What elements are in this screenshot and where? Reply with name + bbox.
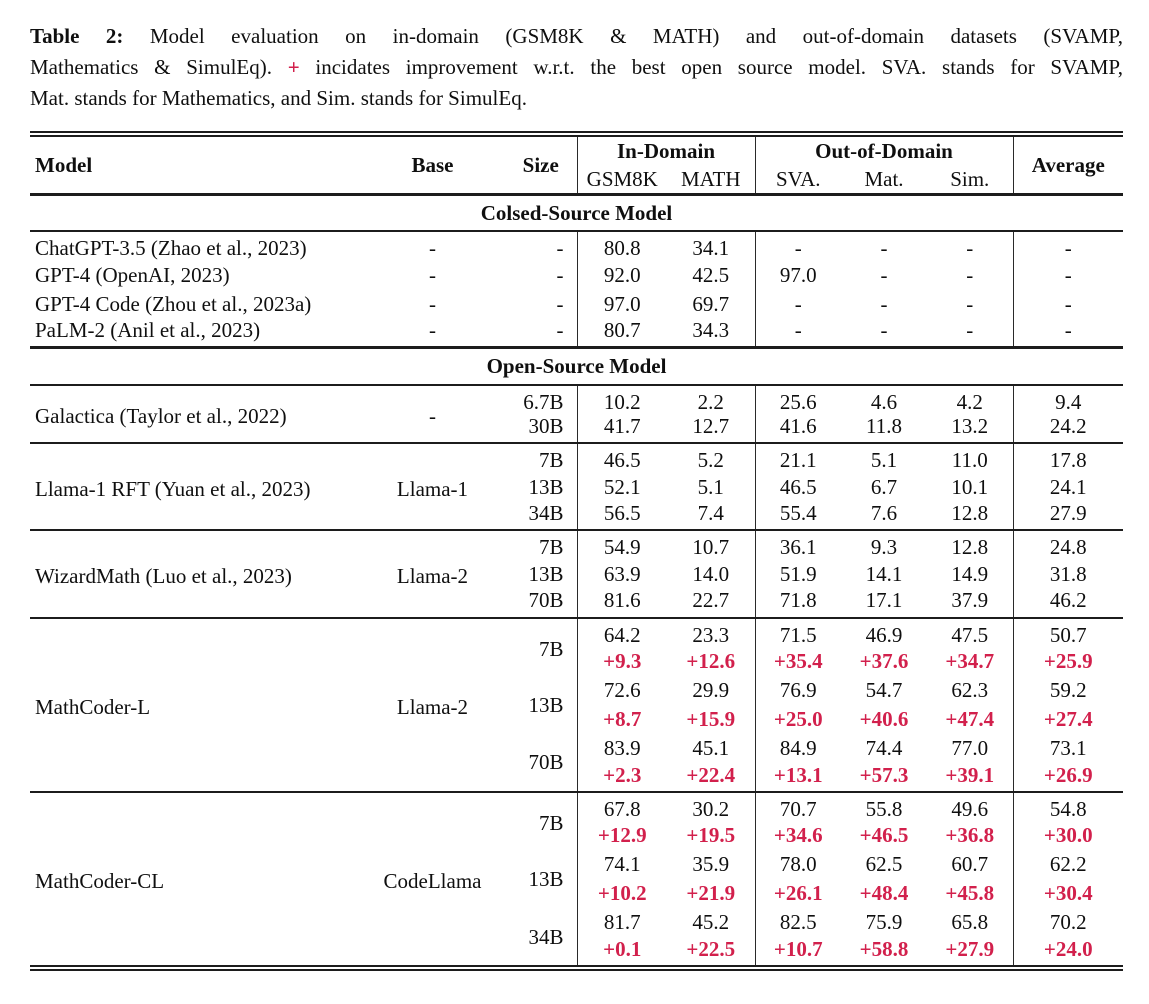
table-caption <box>30 21 1123 114</box>
section-row-closed-source <box>30 194 1123 231</box>
cell-sim: 62.3 <box>951 678 989 703</box>
cell-sva: 46.5 <box>755 472 841 501</box>
cell-mat: 14.1 <box>865 561 903 586</box>
cell-math: 29.9 <box>692 678 730 703</box>
cell-mat: 6.7 <box>870 474 898 499</box>
cell-math: 45.2 <box>692 910 730 935</box>
caption-line-2 <box>30 52 1123 83</box>
cell-sva: 36.1 <box>755 530 841 559</box>
result-row <box>30 530 1123 559</box>
cell-math: 14.0 <box>692 561 730 586</box>
cell-mat: - <box>880 236 888 260</box>
cell-model: PaLM-2 (Anil et al., 2023) <box>35 318 261 343</box>
cell-size: 13B <box>528 561 564 586</box>
cell-math: 45.1 <box>692 736 730 761</box>
cell-size: - <box>556 291 564 316</box>
cell-size: - <box>556 262 564 287</box>
cell-mat: 17.1 <box>865 588 903 613</box>
cell-average-delta: +24.0 <box>1013 937 1123 968</box>
cell-gsm8k: 80.7 <box>577 318 667 348</box>
cell-sva: 55.4 <box>755 501 841 530</box>
cell-gsm8k: 92.0 <box>577 260 667 289</box>
cell-average: 9.4 <box>1013 385 1123 414</box>
caption-line-1 <box>30 21 1123 52</box>
result-row <box>30 289 1123 318</box>
cell-sva: 25.6 <box>755 385 841 414</box>
cell-average: 62.2 <box>1013 850 1123 879</box>
cell-average: - <box>1013 289 1123 318</box>
cell-average-delta: +30.0 <box>1013 821 1123 850</box>
cell-model: GPT-4 (OpenAI, 2023) <box>35 262 230 287</box>
cell-math: 5.2 <box>667 443 755 472</box>
cell-sva: 97.0 <box>755 260 841 289</box>
cell-average: 24.2 <box>1013 414 1123 443</box>
cell-sva-delta: +34.6 <box>755 821 841 850</box>
cell-sva: 51.9 <box>755 559 841 588</box>
cell-math-delta: +22.4 <box>686 762 736 787</box>
col-header-base: Base <box>411 152 454 177</box>
cell-gsm8k: 81.6 <box>577 588 667 617</box>
cell-gsm8k-delta: +12.9 <box>577 821 667 850</box>
cell-sim: 12.8 <box>927 530 1013 559</box>
cell-sim: 14.9 <box>951 561 989 586</box>
cell-sim-delta: +27.9 <box>945 937 995 962</box>
cell-sim-delta: +45.8 <box>945 881 995 906</box>
cell-base: Llama-2 <box>360 618 505 792</box>
cell-sim-delta: +47.4 <box>945 707 995 732</box>
col-header-out-of-domain: Out-of-Domain <box>755 134 1013 165</box>
cell-model: MathCoder-CL <box>30 792 360 968</box>
cell-math: 5.1 <box>697 474 724 499</box>
cell-mat: - <box>880 318 888 343</box>
cell-math: 7.4 <box>697 501 724 526</box>
cell-math-delta: +15.9 <box>686 707 736 732</box>
caption-text-3: Mat. stands for Mathematics, and Sim. stands for SimulEq. <box>30 86 527 110</box>
cell-average: 59.2 <box>1013 676 1123 705</box>
col-header-average: Average <box>1013 134 1123 194</box>
cell-sva: - <box>755 289 841 318</box>
cell-base: Llama-2 <box>360 530 505 617</box>
cell-model: WizardMath (Luo et al., 2023) <box>30 530 360 617</box>
cell-sim: 47.5 <box>927 618 1013 647</box>
cell-model: ChatGPT-3.5 (Zhao et al., 2023) <box>35 236 307 260</box>
result-row <box>30 618 1123 647</box>
cell-model: Galactica (Taylor et al., 2022) <box>35 403 287 428</box>
cell-average-delta: +27.4 <box>1013 705 1123 734</box>
col-header-in-domain: In-Domain <box>577 134 755 165</box>
cell-sim: 11.0 <box>927 443 1013 472</box>
cell-sim: - <box>966 291 974 316</box>
col-header-sim: Sim. <box>950 166 990 191</box>
caption-text-2b: incidates improvement w.r.t. the best open source model. SVA. stands for SVAMP, <box>315 55 1124 79</box>
cell-gsm8k: 63.9 <box>577 559 667 588</box>
cell-mat: 75.9 <box>865 910 903 935</box>
cell-mat: 46.9 <box>841 618 927 647</box>
cell-sva: 76.9 <box>755 676 841 705</box>
cell-size: - <box>556 236 564 260</box>
cell-math: 35.9 <box>692 852 730 877</box>
cell-gsm8k: 83.9 <box>577 734 667 763</box>
caption-line-3 <box>30 83 1123 114</box>
cell-sim: - <box>966 236 974 260</box>
table-header <box>30 134 1123 194</box>
caption-text-1: Model evaluation on in-domain (GSM8K & MATH) and out-of-domain datasets (SVAMP, <box>149 24 1123 48</box>
cell-sim: 77.0 <box>951 736 989 761</box>
cell-size: - <box>556 318 564 343</box>
cell-sim: 49.6 <box>927 792 1013 821</box>
cell-sim-delta: +36.8 <box>945 823 995 848</box>
cell-gsm8k: 10.2 <box>577 385 667 414</box>
cell-mat-delta: +40.6 <box>859 707 909 732</box>
cell-gsm8k: 97.0 <box>577 289 667 318</box>
cell-mat: 55.8 <box>841 792 927 821</box>
cell-model: GPT-4 Code (Zhou et al., 2023a) <box>35 291 312 316</box>
cell-model: Llama-1 RFT (Yuan et al., 2023) <box>30 443 360 530</box>
cell-mat: 9.3 <box>841 530 927 559</box>
cell-sva: - <box>755 318 841 348</box>
cell-size: 7B <box>505 792 577 850</box>
cell-sva: 21.1 <box>755 443 841 472</box>
cell-math: 23.3 <box>667 618 755 647</box>
cell-sva: 71.5 <box>755 618 841 647</box>
cell-base: - <box>429 403 436 428</box>
cell-mat-delta: +37.6 <box>859 649 909 674</box>
cell-size: 7B <box>505 530 577 559</box>
cell-size: 13B <box>528 474 564 499</box>
cell-sva: 41.6 <box>755 414 841 443</box>
cell-gsm8k-delta: +10.2 <box>577 879 667 908</box>
cell-gsm8k-delta: +9.3 <box>577 647 667 676</box>
result-row <box>30 443 1123 472</box>
cell-math: 2.2 <box>697 389 724 414</box>
cell-average: 24.8 <box>1013 530 1123 559</box>
result-row <box>30 260 1123 289</box>
cell-math-delta: +22.5 <box>686 937 736 962</box>
cell-sva-delta: +13.1 <box>755 763 841 792</box>
cell-math: 42.5 <box>692 262 730 287</box>
cell-gsm8k: 80.8 <box>577 231 667 260</box>
cell-sva: 82.5 <box>755 908 841 937</box>
col-header-model: Model <box>35 152 93 177</box>
cell-mat: - <box>880 262 888 287</box>
cell-math: 30.2 <box>667 792 755 821</box>
cell-math: 34.1 <box>692 236 730 260</box>
cell-gsm8k: 64.2 <box>577 618 667 647</box>
cell-average: - <box>1013 231 1123 260</box>
cell-sva: 70.7 <box>755 792 841 821</box>
cell-sim: - <box>966 318 974 343</box>
cell-sva: 84.9 <box>755 734 841 763</box>
cell-gsm8k: 67.8 <box>577 792 667 821</box>
cell-sim-delta: +34.7 <box>945 649 995 674</box>
cell-math-delta: +12.6 <box>686 649 736 674</box>
cell-sva-delta: +35.4 <box>755 647 841 676</box>
cell-average: 54.8 <box>1013 792 1123 821</box>
col-header-gsm8k: GSM8K <box>577 165 667 194</box>
result-row <box>30 385 1123 414</box>
cell-mat: 62.5 <box>865 852 903 877</box>
cell-mat-delta: +57.3 <box>859 762 909 787</box>
cell-mat: 5.1 <box>841 443 927 472</box>
table-body <box>30 194 1123 968</box>
cell-gsm8k-delta: +2.3 <box>577 763 667 792</box>
cell-sim-delta: +39.1 <box>945 762 995 787</box>
cell-size: 7B <box>505 443 577 472</box>
cell-average: 46.2 <box>1013 588 1123 617</box>
cell-size: 34B <box>528 501 564 526</box>
col-header-mat: Mat. <box>864 166 904 191</box>
cell-size: 30B <box>528 413 564 438</box>
col-header-math: MATH <box>680 166 741 191</box>
caption-label: Table 2: <box>30 24 124 48</box>
cell-model: MathCoder-L <box>30 618 360 792</box>
col-header-sva: SVA. <box>755 165 841 194</box>
cell-sim: 13.2 <box>951 413 989 438</box>
cell-math: 69.7 <box>692 291 730 316</box>
results-table <box>30 131 1123 971</box>
cell-size: 70B <box>528 588 564 613</box>
cell-average: 24.1 <box>1013 472 1123 501</box>
cell-sim: 12.8 <box>951 501 989 526</box>
cell-mat-delta: +46.5 <box>859 823 909 848</box>
cell-mat: 7.6 <box>870 501 898 526</box>
plus-symbol: + <box>287 55 300 79</box>
cell-base: Llama-1 <box>360 443 505 530</box>
cell-gsm8k-delta: +0.1 <box>577 937 667 968</box>
cell-gsm8k: 41.7 <box>577 414 667 443</box>
cell-base: - <box>429 291 436 316</box>
section-row-open-source <box>30 348 1123 385</box>
cell-gsm8k: 56.5 <box>577 501 667 530</box>
cell-gsm8k: 46.5 <box>577 443 667 472</box>
cell-gsm8k: 52.1 <box>577 472 667 501</box>
cell-mat: 4.6 <box>870 389 898 414</box>
cell-math-delta: +21.9 <box>686 881 736 906</box>
cell-sva-delta: +10.7 <box>755 937 841 968</box>
result-row <box>30 318 1123 348</box>
cell-math-delta: +19.5 <box>686 823 736 848</box>
cell-average-delta: +26.9 <box>1013 763 1123 792</box>
cell-mat: 74.4 <box>865 736 903 761</box>
cell-average: 73.1 <box>1013 734 1123 763</box>
cell-sim: 65.8 <box>951 910 989 935</box>
cell-base: - <box>429 318 436 343</box>
cell-size: 7B <box>505 618 577 676</box>
cell-sim: 37.9 <box>951 588 989 613</box>
cell-sva: 71.8 <box>755 588 841 617</box>
cell-gsm8k: 74.1 <box>577 850 667 879</box>
cell-math: 10.7 <box>667 530 755 559</box>
cell-gsm8k: 81.7 <box>577 908 667 937</box>
cell-gsm8k-delta: +8.7 <box>577 705 667 734</box>
cell-mat-delta: +58.8 <box>859 937 909 962</box>
section-title: Open-Source Model <box>30 348 1123 385</box>
cell-math: 34.3 <box>692 318 730 343</box>
cell-mat: 11.8 <box>866 413 902 438</box>
cell-size: 34B <box>528 924 564 949</box>
cell-sim: 4.2 <box>956 389 983 414</box>
cell-sva-delta: +25.0 <box>755 705 841 734</box>
cell-size: 6.7B <box>523 389 564 414</box>
result-row <box>30 792 1123 821</box>
cell-math: 22.7 <box>692 588 730 613</box>
cell-size: 13B <box>528 692 564 717</box>
cell-sva: - <box>755 231 841 260</box>
cell-math: 12.7 <box>692 413 730 438</box>
cell-base: - <box>429 262 436 287</box>
cell-sim: 60.7 <box>951 852 989 877</box>
cell-average: 50.7 <box>1013 618 1123 647</box>
cell-sva: 78.0 <box>755 850 841 879</box>
cell-average-delta: +30.4 <box>1013 879 1123 908</box>
cell-mat: - <box>880 291 888 316</box>
cell-average: - <box>1013 318 1123 348</box>
section-title: Colsed-Source Model <box>30 194 1123 231</box>
cell-gsm8k: 54.9 <box>577 530 667 559</box>
cell-sim: 10.1 <box>951 474 989 499</box>
cell-average: 31.8 <box>1013 559 1123 588</box>
header-row-1 <box>30 134 1123 165</box>
cell-average: 17.8 <box>1013 443 1123 472</box>
cell-average: 27.9 <box>1013 501 1123 530</box>
cell-average: - <box>1013 260 1123 289</box>
cell-average-delta: +25.9 <box>1013 647 1123 676</box>
caption-text-2a: Mathematics & SimulEq). <box>30 55 272 79</box>
result-row <box>30 231 1123 260</box>
cell-size: 13B <box>528 866 564 891</box>
cell-mat: 54.7 <box>865 678 903 703</box>
cell-average: 70.2 <box>1013 908 1123 937</box>
cell-base: - <box>429 236 436 260</box>
cell-size: 70B <box>528 750 564 775</box>
cell-sva-delta: +26.1 <box>755 879 841 908</box>
cell-gsm8k: 72.6 <box>577 676 667 705</box>
cell-sim: - <box>966 262 974 287</box>
col-header-size: Size <box>522 152 559 177</box>
cell-base: CodeLlama <box>360 792 505 968</box>
cell-mat-delta: +48.4 <box>859 881 909 906</box>
